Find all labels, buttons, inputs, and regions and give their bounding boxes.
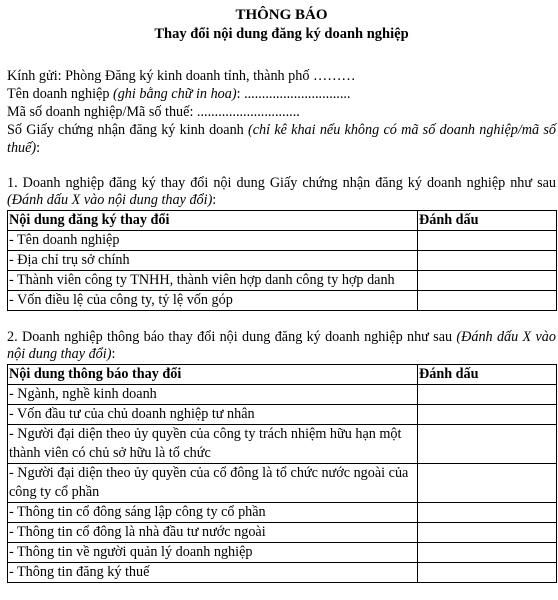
row-label: - Địa chỉ trụ sở chính: [8, 251, 418, 271]
notification-change-table: [7, 364, 557, 583]
section1-end: :: [212, 192, 217, 208]
table-row: [8, 563, 557, 583]
table-row: [8, 271, 557, 291]
company-name-dots: : ..............................: [236, 86, 351, 102]
mark-cell[interactable]: [418, 291, 557, 311]
section-notification-change: [7, 329, 556, 583]
section2-intro: [7, 329, 556, 363]
table-row: [8, 291, 557, 311]
section2-intro-text: 2. Doanh nghiệp thông báo thay đổi nội dung đăng ký doanh nghiệp như sau: [7, 329, 457, 345]
certificate-label: Số Giấy chứng nhận đăng ký kinh doanh: [7, 122, 249, 138]
row-label: - Thành viên công ty TNHH, thành viên hợp danh công ty hợp danh: [8, 271, 418, 291]
column-header-mark: Đánh dấu: [418, 365, 557, 385]
table-row: [8, 543, 557, 563]
mark-cell[interactable]: [418, 523, 557, 543]
mark-cell[interactable]: [418, 563, 557, 583]
section1-note: (Đánh dấu X vào nội dung thay đổi): [7, 192, 213, 208]
row-label: - Ngành, nghề kinh doanh: [8, 385, 418, 405]
column-header-content: Nội dung thông báo thay đổi: [8, 365, 418, 385]
mark-cell[interactable]: [418, 543, 557, 563]
table-row: [8, 425, 557, 464]
table-row: [8, 523, 557, 543]
mark-cell[interactable]: [418, 251, 557, 271]
section-registration-change: [7, 175, 556, 311]
table-row: [8, 231, 557, 251]
mark-cell[interactable]: [418, 271, 557, 291]
column-header-content: Nội dung đăng ký thay đổi: [8, 211, 418, 231]
document-page: [7, 0, 556, 583]
tax-code-line: Mã số doanh nghiệp/Mã số thuế: .............................: [7, 104, 300, 120]
mark-cell[interactable]: [418, 231, 557, 251]
table-row: [8, 405, 557, 425]
section1-intro: [7, 175, 556, 209]
table-header-row: [8, 211, 557, 231]
row-label: - Thông tin cổ đông là nhà đầu tư nước ngoài: [8, 523, 418, 543]
row-label: - Thông tin đăng ký thuế: [8, 563, 418, 583]
mark-cell[interactable]: [418, 503, 557, 523]
table-row: [8, 385, 557, 405]
header-fields: [7, 67, 556, 157]
row-label: - Thông tin về người quản lý doanh nghiệp: [8, 543, 418, 563]
row-label: - Vốn điều lệ của công ty, tỷ lệ vốn góp: [8, 291, 418, 311]
company-name-note: (ghi bằng chữ in hoa): [112, 86, 237, 102]
mark-cell[interactable]: [418, 385, 557, 405]
row-label: - Người đại diện theo ủy quyền của cổ đông là tổ chức nước ngoài của công ty cổ phần: [8, 464, 418, 503]
row-label: - Vốn đầu tư của chủ doanh nghiệp tư nhân: [8, 405, 418, 425]
company-name-line: [7, 85, 556, 103]
company-name-label: Tên doanh nghiệp: [7, 86, 113, 102]
section2-note: (Đánh dấu X vào nội dung thay đổi): [7, 329, 556, 362]
table-row: [8, 251, 557, 271]
registration-change-table: [7, 210, 557, 311]
column-header-mark: Đánh dấu: [418, 211, 557, 231]
section2-end: :: [111, 346, 116, 362]
certificate-note: (chỉ kê khai nếu không có mã số doanh nghiệp/mã số thuế): [7, 122, 556, 156]
row-label: - Người đại diện theo ủy quyền của công ty trách nhiệm hữu hạn một thành viên có chủ sở hữu là tổ chức: [8, 425, 418, 464]
document-subtitle: Thay đổi nội dung đăng ký doanh nghiệp: [154, 26, 409, 42]
certificate-end: :: [36, 140, 41, 156]
row-label: - Thông tin cổ đông sáng lập công ty cổ phần: [8, 503, 418, 523]
mark-cell[interactable]: [418, 464, 557, 503]
certificate-line: [7, 121, 556, 157]
recipient-line: Kính gửi: Phòng Đăng ký kinh doanh tỉnh, thành phố ………: [7, 68, 356, 84]
section1-intro-text: 1. Doanh nghiệp đăng ký thay đổi nội dung Giấy chứng nhận đăng ký doanh nghiệp như sau: [7, 175, 556, 191]
mark-cell[interactable]: [418, 405, 557, 425]
document-title: THÔNG BÁO: [235, 7, 328, 23]
table-row: [8, 464, 557, 503]
mark-cell[interactable]: [418, 425, 557, 464]
row-label: - Tên doanh nghiệp: [8, 231, 418, 251]
table-header-row: [8, 365, 557, 385]
table-row: [8, 503, 557, 523]
